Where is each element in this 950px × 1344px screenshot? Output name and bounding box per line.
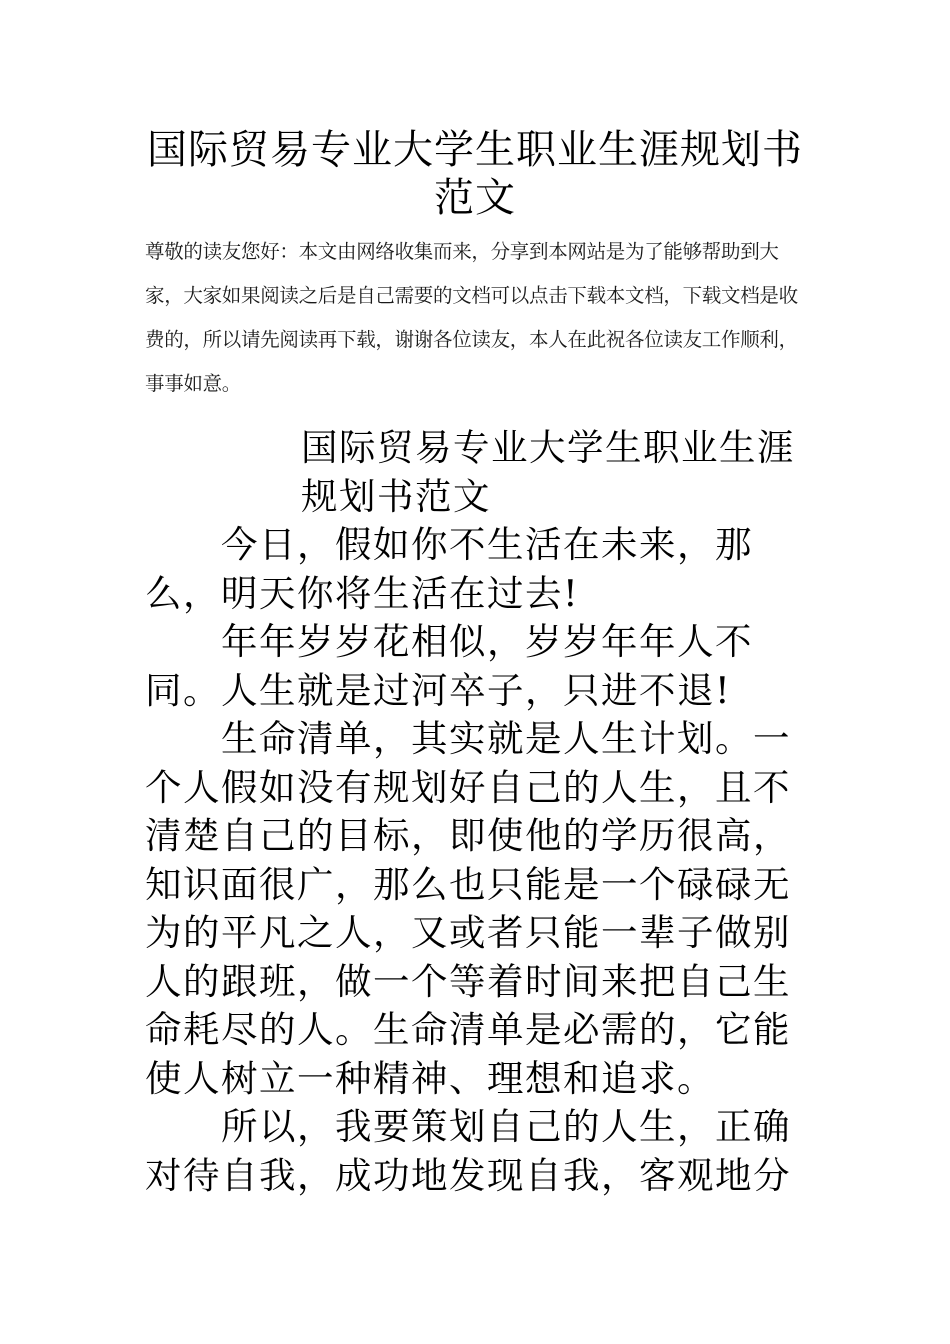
document-title: 国际贸易专业大学生职业生涯规划书范文	[147, 127, 803, 221]
paragraph-3: 生命清单，其实就是人生计划。一个人假如没有规划好自己的人生，且不清楚自己的目标，即使他的学历很高，知识面很广，那么也只能是一个碌碌无为的平凡之人，又或者只能一辈子做别人的跟班，做一个等着时间来把自己生命耗尽的人。生命清单是必需的，它能使人树立一种精神、理想和追求。	[145, 717, 791, 1100]
document-body	[145, 424, 815, 1200]
paragraph-4: 所以，我要策划自己的人生，正确对待自我，成功地发现自我，客观地分	[145, 1105, 791, 1197]
body-title: 国际贸易专业大学生职业生涯规划书范文	[301, 426, 795, 518]
paragraph-2: 年年岁岁花相似，岁岁年年人不同。人生就是过河卒子，只进不退!	[145, 620, 753, 712]
paragraph-1: 今日，假如你不生活在未来，那么，明天你将生活在过去!	[145, 523, 753, 615]
reader-notice: 尊敬的读友您好：本文由网络收集而来，分享到本网站是为了能够帮助到大家，大家如果阅读之后是自己需要的文档可以点击下载本文档，下载文档是收费的，所以请先阅读再下载，谢谢各位读友，本人在此祝各位读友工作顺利，事事如意。	[145, 240, 798, 395]
